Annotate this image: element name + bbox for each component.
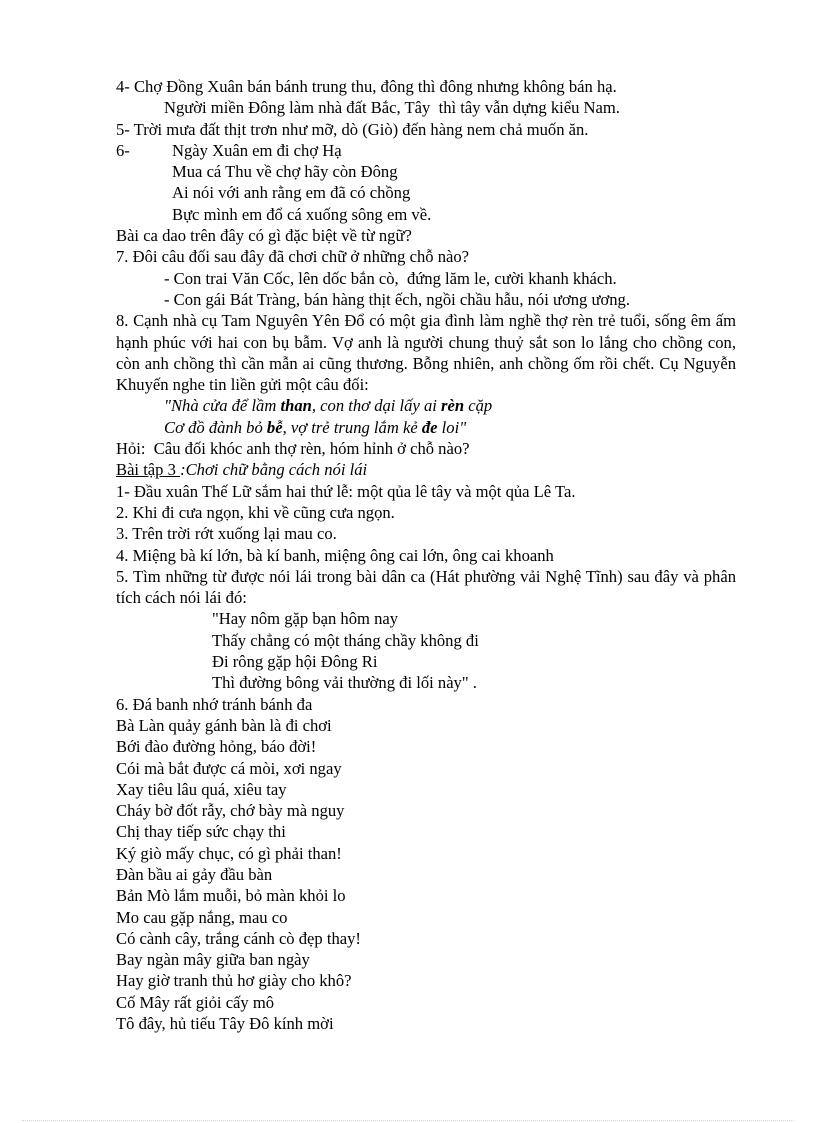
couplet-line: - Con gái Bát Tràng, bán hàng thịt ếch, ngồi chầu hẫu, nói ương ương. (164, 289, 630, 309)
verse-line: Đàn bầu ai gảy đầu bàn (116, 864, 273, 884)
question: Hỏi: Câu đối khóc anh thợ rèn, hóm hỉnh ở chỗ nào? (116, 439, 470, 459)
question: Bài ca dao trên đây có gì đặc biệt về từ ngữ? (116, 226, 412, 246)
verse-line: Bới đào đường hỏng, báo đời! (116, 737, 317, 757)
verse-line: Hay giờ tranh thủ hơ giày cho khô? (116, 971, 352, 991)
couplet-line: - Con trai Văn Cốc, lên dốc bắn cò, đứng lăm le, cười khanh khách. (164, 268, 617, 288)
verse-line: Bản Mò lắm muỗi, bỏ màn khỏi lo (116, 886, 346, 906)
couplet-keyword: đe (421, 417, 438, 437)
couplet-text: , con thơ dại lấy ai (311, 396, 442, 416)
verse-line: Thấy chẳng có một tháng chầy không đi (212, 630, 479, 650)
couplet-text: loi" (437, 417, 467, 437)
verse-line: Cố Mây rất giỏi cấy mô (116, 992, 275, 1012)
couplet-keyword: than (280, 396, 312, 416)
verse-line: "Hay nôm gặp bạn hôm nay (212, 609, 399, 629)
verse-line: Có cành cây, trắng cánh cò đẹp thay! (116, 928, 361, 948)
verse-line: Ai nói với anh rằng em đã có chồng (172, 183, 411, 203)
question: 7. Đôi câu đối sau đây đã chơi chữ ở những chỗ nào? (116, 247, 470, 267)
couplet-keyword: rèn (441, 396, 465, 416)
text-line: 2. Khi đi cưa ngọn, khi về cũng cưa ngọn. (116, 502, 395, 522)
verse-line: Bà Làn quảy gánh bàn là đi chơi (116, 715, 332, 735)
document-body (116, 76, 736, 1034)
couplet-text: cặp (464, 396, 493, 416)
couplet-line (116, 417, 736, 438)
exercise-title: :Chơi chữ bằng cách nói lái (180, 460, 368, 480)
couplet-text: , vợ trẻ trung lắm kẻ (282, 417, 422, 437)
verse-line: Chị thay tiếp sức chạy thi (116, 822, 286, 842)
couplet-line (116, 395, 736, 416)
verse-line: Ngày Xuân em đi chợ Hạ (172, 140, 342, 160)
verse-line: Cháy bờ đốt rẫy, chớ bày mà nguy (116, 801, 345, 821)
exercise-label: Bài tập 3 (116, 460, 181, 480)
verse-line: Tô đây, hủ tiếu Tây Đô kính mời (116, 1014, 334, 1034)
verse-line: Mua cá Thu về chợ hãy còn Đông (172, 162, 398, 182)
text-line: 4- Chợ Đồng Xuân bán bánh trung thu, đông thì đông nhưng không bán hạ. (116, 77, 617, 96)
verse-line: Bay ngàn mây giữa ban ngày (116, 950, 310, 970)
verse-line: Bực mình em đổ cá xuống sông em về. (172, 204, 432, 224)
verse-line: Ký giò mấy chục, có gì phải than! (116, 843, 342, 863)
text-line: 5- Trời mưa đất thịt trơn như mỡ, dò (Giò) đến hàng nem chả muốn ăn. (116, 119, 589, 139)
verse-line: Xay tiêu lâu quá, xiêu tay (116, 779, 287, 799)
page-border-dotted (22, 1120, 794, 1121)
text-line: 1- Đầu xuân Thế Lữ sắm hai thứ lễ: một qủa lê tây và một qủa Lê Ta. (116, 481, 576, 501)
verse-line: Thì đường bông vải thường đi lối này" . (212, 673, 477, 693)
couplet-text: "Nhà cửa để lầm (164, 396, 281, 416)
text-line: 4. Miệng bà kí lớn, bà kí banh, miệng ông cai lớn, ông cai khoanh (116, 545, 554, 565)
paragraph: 5. Tìm những từ được nói lái trong bài dân ca (Hát phường vải Nghệ Tĩnh) sau đây và phân tích cách nói lái đó: (116, 566, 736, 608)
verse-line: Cói mà bắt được cá mòi, xơi ngay (116, 758, 342, 778)
paragraph: 8. Cạnh nhà cụ Tam Nguyên Yên Đổ có một gia đình làm nghề thợ rèn trẻ tuổi, sống êm ấm hạnh phúc với hai con bụ bẫm. Vợ anh là người chung thuỷ sắt son lo lắng cho chồng con, còn anh chồng thì cần mẫn ai cũng thương. Bỗng nhiên, anh chồng ốm rồi chết. Cụ Nguyễn Khuyến nghe tin liền gửi một câu đối: (116, 311, 736, 395)
text-line: 6. Đá banh nhớ tránh bánh đa (116, 694, 313, 714)
verse-line: Đi rông gặp hội Đông Ri (212, 652, 378, 672)
item-number: 6- (116, 140, 130, 160)
verse-row (116, 140, 736, 161)
couplet-text: Cơ đồ đành bỏ (164, 417, 267, 437)
section-heading (116, 459, 736, 480)
text-line: Người miền Đông làm nhà đất Bắc, Tây thì tây vẫn dựng kiểu Nam. (164, 98, 620, 118)
verse-line: Mo cau gặp nắng, mau co (116, 907, 288, 927)
couplet-keyword: bễ (266, 417, 283, 437)
text-line: 3. Trên trời rớt xuống lại mau co. (116, 524, 337, 544)
